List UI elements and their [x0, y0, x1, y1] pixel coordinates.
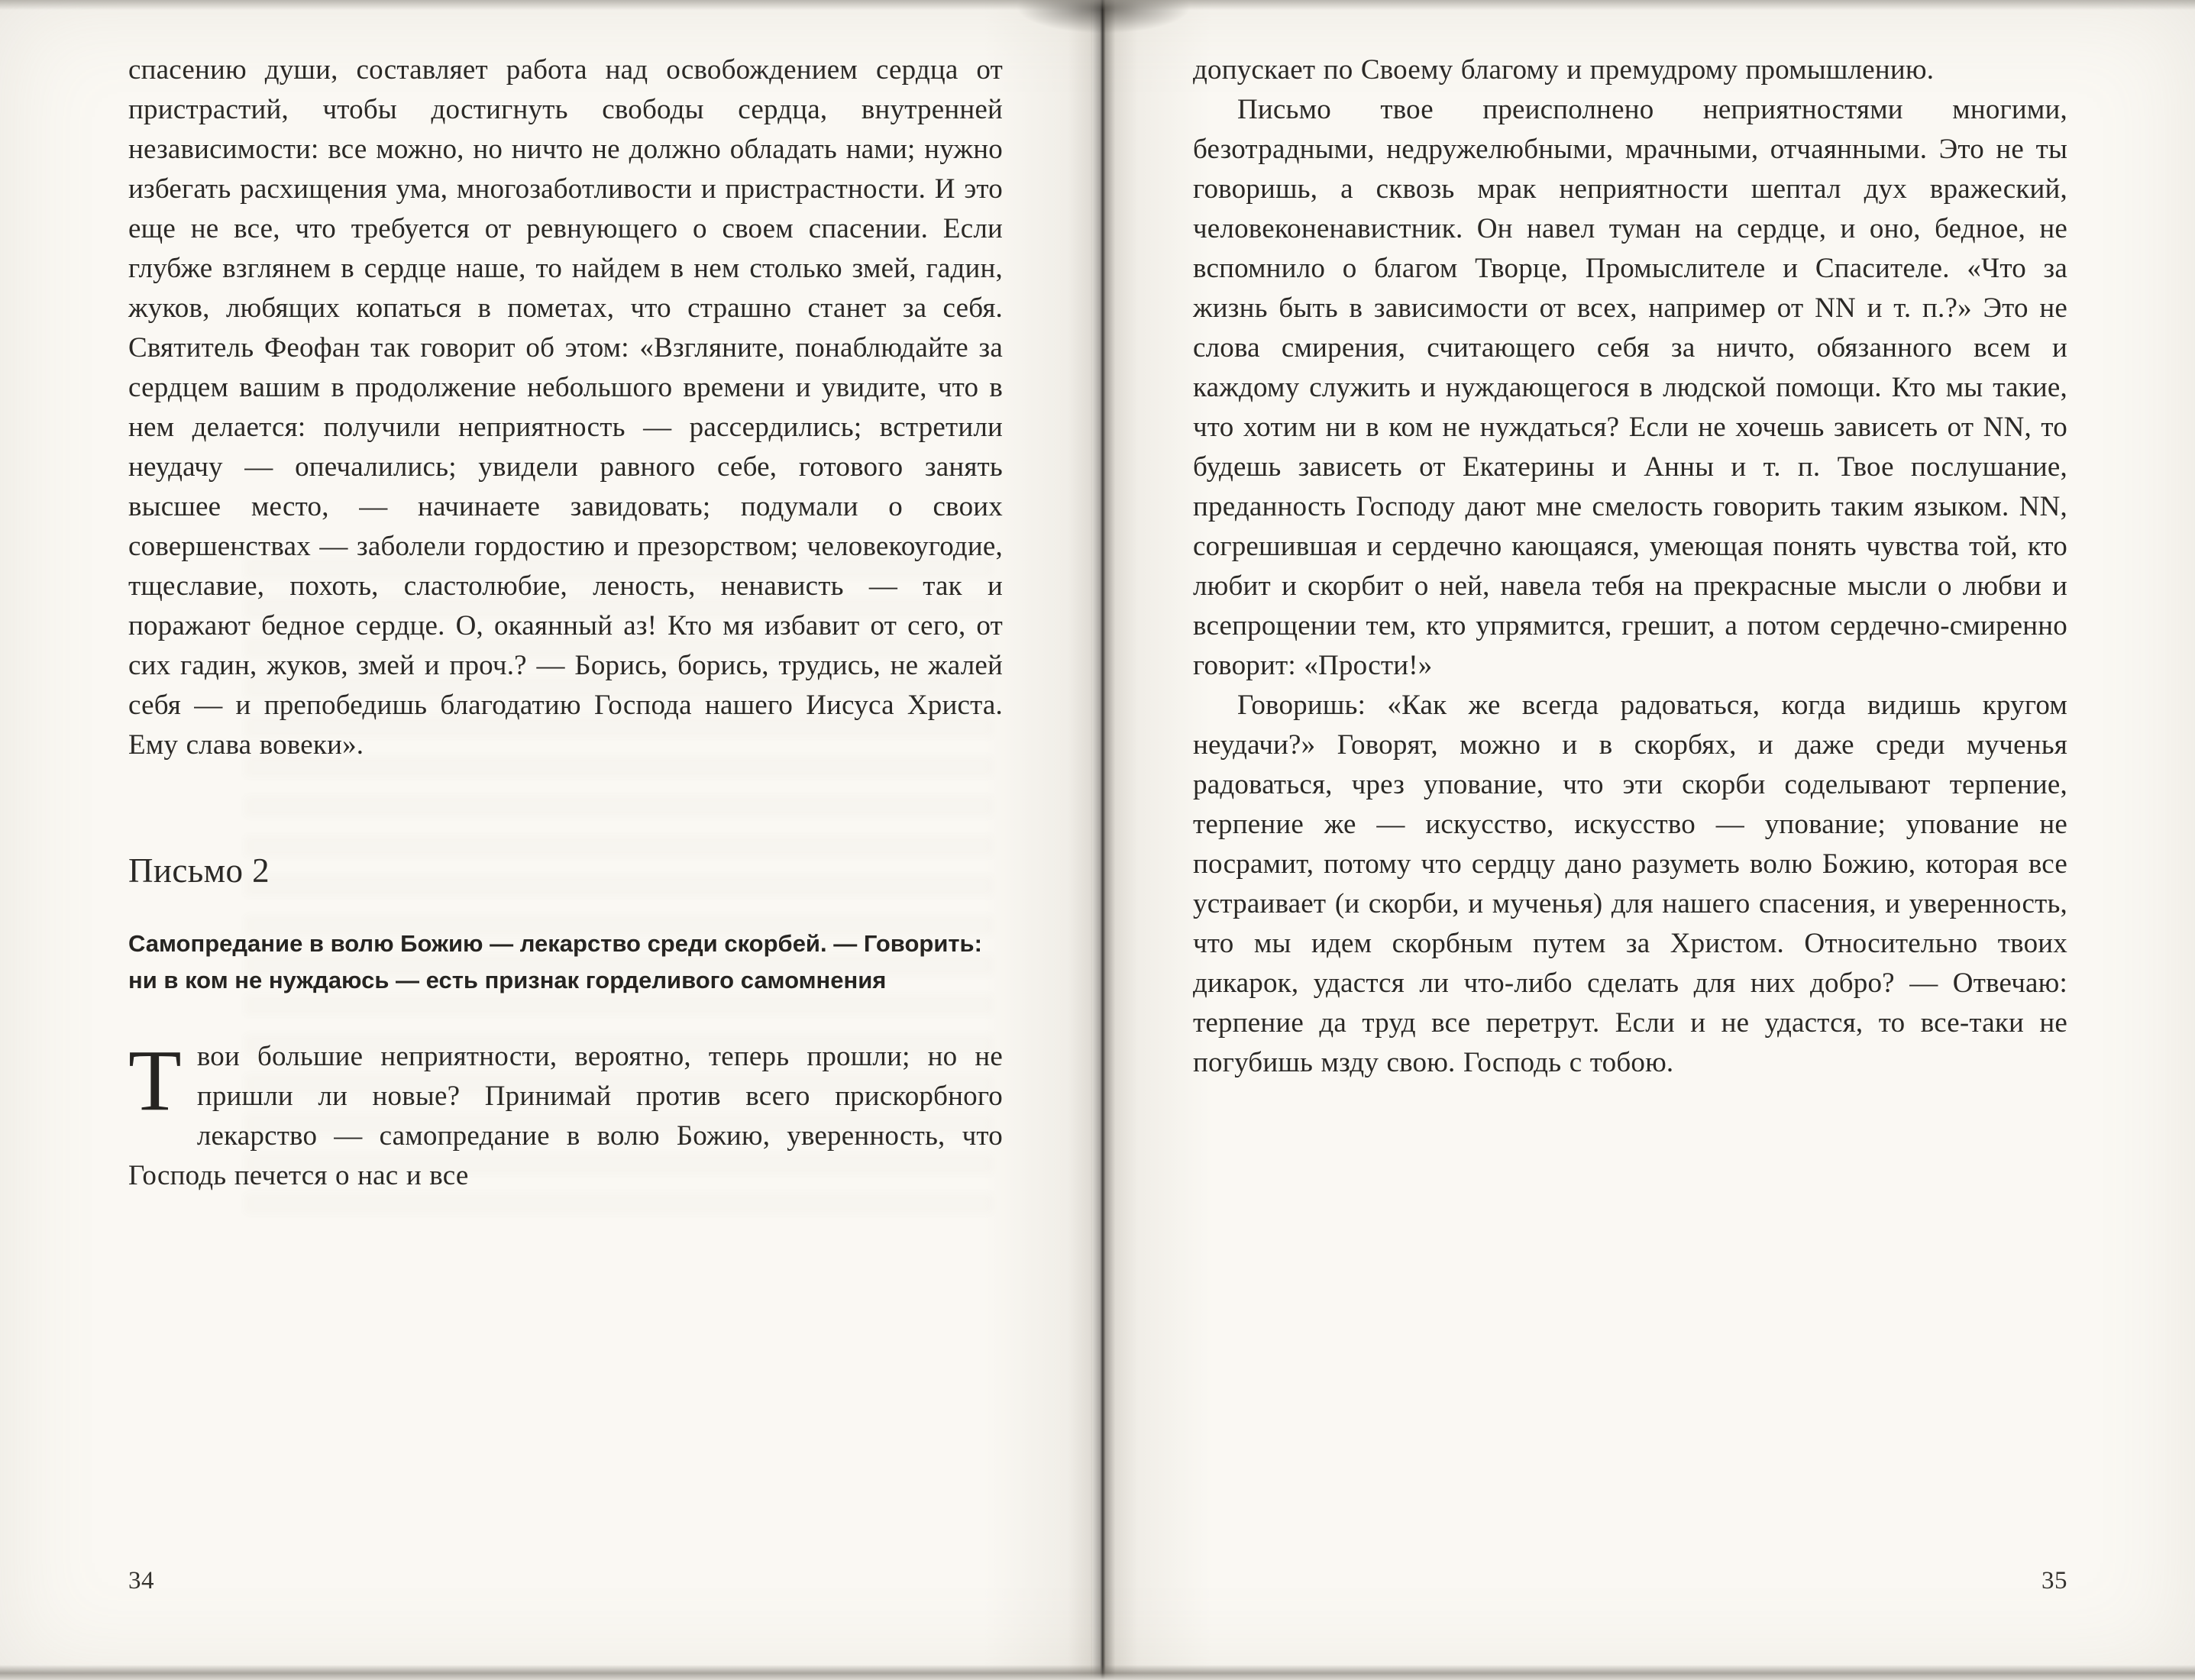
page-right [1103, 0, 2195, 1680]
letter-opening-paragraph [128, 1032, 1003, 1196]
right-text-column [1193, 50, 2067, 1083]
right-continuation-paragraph: допускает по Своему благому и премудрому промышлению. [1193, 54, 1935, 86]
letter-subtitle: Самопредание в волю Божию — лекарство среди скорбей. — Говорить: ни в ком не нуждаюсь — есть признак горделивого самомнения [128, 930, 982, 993]
letter-heading: Письмо 2 [128, 851, 270, 890]
page-number-left: 34 [128, 1567, 154, 1594]
letter-opening-text: вои большие неприятности, вероятно, теперь прошли; но не пришли ли новые? Принимай против всего прискорбного лекарство — самопредание в волю Божию, уверенность, что Господь печется о нас и все [128, 1041, 1003, 1191]
right-paragraph: Письмо твое преисполнено неприятностями многими, безотрадными, недружелюбными, мрачными, отчаянными. Это не ты говоришь, а сквозь мрак неприятности шептал дух вражеский, человеконенавистник. Он навел туман на сердце, и оно, бедное, не вспомнило о благом Творце, Промыслителе и Спасителе. «Что за жизнь быть в зависимости от всех, например от NN и т. п.?» Это не слова смирения, считающего себя за ничто, обязанного всем и каждому служить и нуждающегося в людской помощи. Кто мы такие, что хотим ни в ком не нуждаться? Если не хочешь зависеть от NN, то будешь зависеть от Екатерины и Анны и т. п. Твое послушание, преданность Господу дают мне смелость говорить таким языком. NN, согрешившая и сердечно кающаяся, умеющая понять чувства той, кто любит и скорбит о ней, навела тебя на прекрасные мысли о любви и всепрощении тем, кто упрямится, грешит, а потом сердечно-смиренно говорит: «Прости!» [1193, 94, 2067, 681]
drop-cap: Т [128, 1032, 182, 1129]
page-left [0, 0, 1092, 1680]
page-number-right: 35 [2041, 1567, 2067, 1594]
left-text-column [128, 50, 1003, 1196]
left-continuation-paragraph: спасению души, составляет работа над освобождением сердца от пристрастий, чтобы достигнуть свободы сердца, внутренней независимости: все можно, но ничто не должно обладать нами; нужно избегать расхищения ума, многозаботливости и пристрастности. И это еще не все, что требуется от ревнующего о своем спасении. Если глубже взглянем в сердце наше, то найдем в нем столько змей, гадин, жуков, любящих копаться в пометах, что страшно станет за себя. Святитель Феофан так говорит об этом: «Взгляните, понаблюдайте за сердцем вашим в продолжение небольшого времени и увидите, что в нем делается: получили неприятность — рассердились; встретили неудачу — опечалились; увидели равного себе, готового занять высшее место, — начинаете завидовать; подумали о своих совершенствах — заболели гордостию и презорством; человекоугодие, тщеславие, похоть, сластолюбие, леность, ненависть — так и поражают бедное сердце. О, окаянный аз! Кто мя избавит от сего, от сих гадин, жуков, змей и проч.? — Борись, борись, трудись, не жалей себя — и препобедишь благодатию Господа нашего Иисуса Христа. Ему слава вовеки». [128, 54, 1003, 761]
right-paragraph: Говоришь: «Как же всегда радоваться, когда видишь кругом неудачи?» Говорят, можно и в скорбях, и даже среди мученья радоваться, чрез упование, что эти скорби соделывают терпение, терпение же — искусство, искусство — упование; упование не посрамит, потому что сердцу дано разуметь волю Божию, которая все устраивает (и скорби, и мученья) для нашего спасения, и уверенность, что мы идем скорбным путем за Христом. Относительно твоих дикарок, удастся ли что-либо сделать для них добро? — Отвечаю: терпение да труд все перетрут. Если и не удастся, то все-таки не погубишь мзду свою. Господь с тобою. [1193, 690, 2067, 1078]
